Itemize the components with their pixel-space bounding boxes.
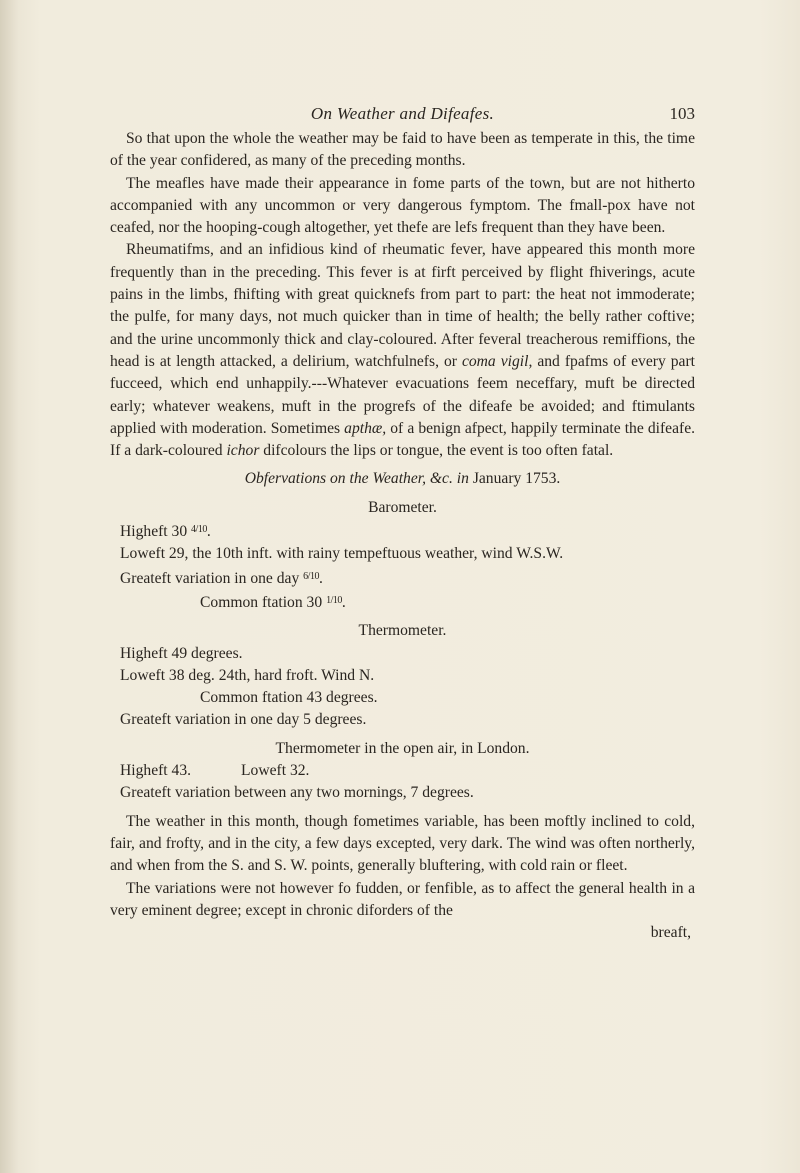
barometer-common-text: Common ftation 30 [200,593,323,611]
barometer-highest: Higheft 30 $^{4/10}$. [120,523,211,541]
barometer-variation: Greateft variation in one day $^{6/10}$. [120,569,323,587]
paragraph-2: The meafles have made their appearance in fome parts of the town, but are not hitherto accompanied with any uncommon or very dangerous fymptom. The fmall-pox have not ceafed, nor the hooping-cough altogether, yet thefe are lefs frequent than they have been. [110,174,695,237]
observations-heading-italic: Obfervations on the Weather, &c. in [244,470,469,488]
open-air-highest-lowest [110,760,695,782]
open-air-variation: Greateft variation between any two mornings, 7 degrees. [120,784,474,802]
barometer-variation-text: Greateft variation in one day [120,569,300,587]
thermometer-variation: Greateft variation in one day 5 degrees. [120,711,367,729]
observations-heading [110,468,695,490]
paragraph-5: The variations were not however fo fudden, or fenfible, as to affect the general health in a very eminent degree; except in chronic diforders of the [110,879,695,919]
barometer-lowest: Loweft 29, the 10th inft. with rainy tempeftuous weather, wind W.S.W. [120,545,564,563]
apthae-italic: apthæ, [344,419,387,437]
open-air-highest: Higheft 43. [120,762,192,780]
thermometer-lowest: Loweft 38 deg. 24th, hard froft. Wind N. [120,666,375,684]
page-number: 103 [669,104,695,123]
paragraph-3-text: Rheumatifms, and an infidious kind of rheumatic fever, have appeared this month more frequently than in the preceding. This fever is at firft perceived by flight fhiverings, acute pains in the limbs, fhifting with great quicknefs from part to part: the heat not immoderate; the pulfe, for many days, not much quicker than in time of health; the belly rather coftive; and the urine uncommonly thick and clay-coloured. After feveral treacherous remiffions, the head is at length attacked, a delirium, watchfulnefs, or [110,241,695,370]
paragraph-4: The weather in this month, though fometimes variable, has been moftly inclined to cold, fair, and frofty, and in the city, a few days excepted, very dark. The wind was often northerly, and when from the S. and S. W. points, generally bluftering, with cold rain or fleet. [110,812,695,875]
barometer-highest-text: Higheft 30 [120,523,188,541]
running-head [110,104,695,128]
page-spine-shadow [0,0,18,1173]
thermometer-highest: Higheft 49 degrees. [120,644,243,662]
running-head-title: On Weather and Difeafes. [310,104,495,123]
paragraph-3-tail-a: and fpafms of every part fucceed, which end unhappily.---Whatever evacuations feem neceffary, muft be directed early; whatever weakens, muft in the progrefs of the difeafe be avoided; and ftimulants applied with moderation. Sometimes [110,352,695,437]
thermometer-title: Thermometer. [358,622,447,640]
paragraph-3-tail-c: difcolours the lips or tongue, the event is too often fatal. [259,442,614,460]
coma-vigil-italic: coma vigil, [461,352,533,370]
paragraph-3-tail-b: of a benign afpect, happily terminate the difeafe. If a dark-coloured [110,419,696,460]
ichor-italic: ichor [226,442,260,460]
catchword: breaft, [650,924,691,942]
thermometer-common: Common ftation 43 degrees. [200,689,378,707]
paragraph-1: So that upon the whole the weather may be faid to have been as temperate in this, the time of the year confidered, as many of the preceding months. [110,130,695,170]
open-air-lowest: Loweft 32. [241,762,310,780]
observations-heading-date: January 1753. [472,470,561,488]
barometer-highest-fraction: 4/10 [191,524,207,536]
page-body [110,128,695,944]
open-air-thermometer-title: Thermometer in the open air, in London. [275,739,530,757]
barometer-title: Barometer. [368,498,437,516]
barometer-common: Common ftation 30 $^{1/10}$. [200,593,346,611]
barometer-variation-fraction: 6/10 [303,570,319,582]
barometer-common-fraction: 1/10 [326,594,342,606]
paragraph-3 [110,239,695,462]
